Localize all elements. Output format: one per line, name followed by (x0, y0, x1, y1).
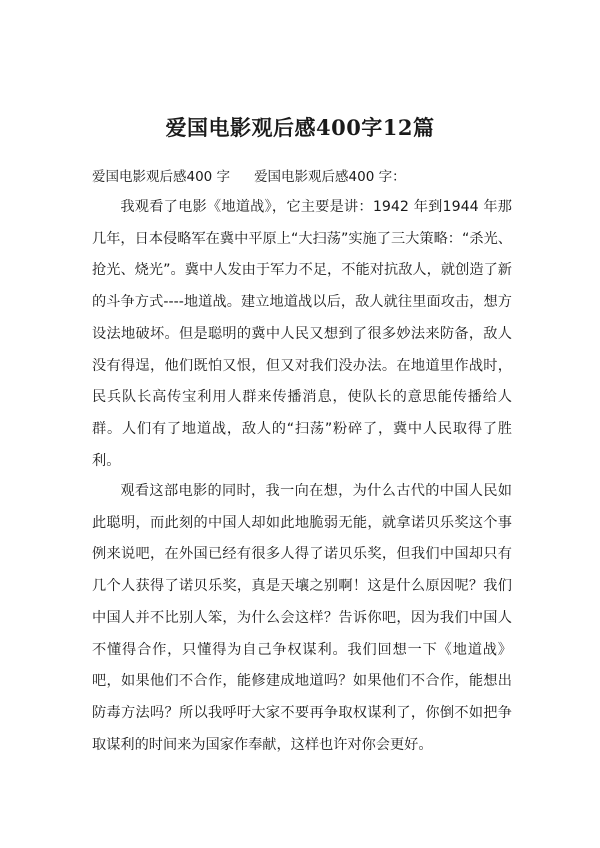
paragraph-2: 观看这部电影的同时，我一向在想，为什么古代的中国人民如此聪明，而此刻的中国人却如此地脆弱无能，就拿诺贝乐奖这个事例来说吧，在外国已经有很多人得了诺贝乐奖，但我们中国却只有几个人获得了诺贝乐奖，真是天壤之别啊！这是什么原因呢？我们中国人并不比别人笨，为什么会这样？告诉你吧，因为我们中国人不懂得合作，只懂得为自己争权谋利。我们回想一下《地道战》吧，如果他们不合作，能修建成地道吗？如果他们不合作，能想出防毒方法吗？所以我呼吁大家不要再争取权谋利了，你倒不如把争取谋利的时间来为国家作奉献，这样也许对你会更好。 (92, 483, 512, 753)
subtitle-left: 爱国电影观后感400 字 (92, 169, 231, 185)
paragraph-1: 我观看了电影《地道战》，它主要是讲：1942 年到1944 年那几年，日本侵略军在冀中平原上“大扫荡”实施了三大策略：“杀光、抢光、烧光”。冀中人发由于军力不足，不能对抗敌人，就创造了新的斗争方式----地道战。建立地道战以后，敌人就往里面攻击，想方设法地破坏。但是聪明的冀中人民又想到了很多妙法来防备，敌人没有得逞，他们既怕又恨，但又对我们没办法。在地道里作战时，民兵队长高传宝利用人群来传播消息，使队长的意思能传播给人群。人们有了地道战，敌人的“扫荡”粉碎了，冀中人民取得了胜利。 (92, 199, 512, 469)
document-title: 爱国电影观后感400字12篇 (165, 115, 435, 140)
document-subtitle (92, 165, 406, 185)
subtitle-right: 爱国电影观后感400 字： (254, 169, 406, 185)
